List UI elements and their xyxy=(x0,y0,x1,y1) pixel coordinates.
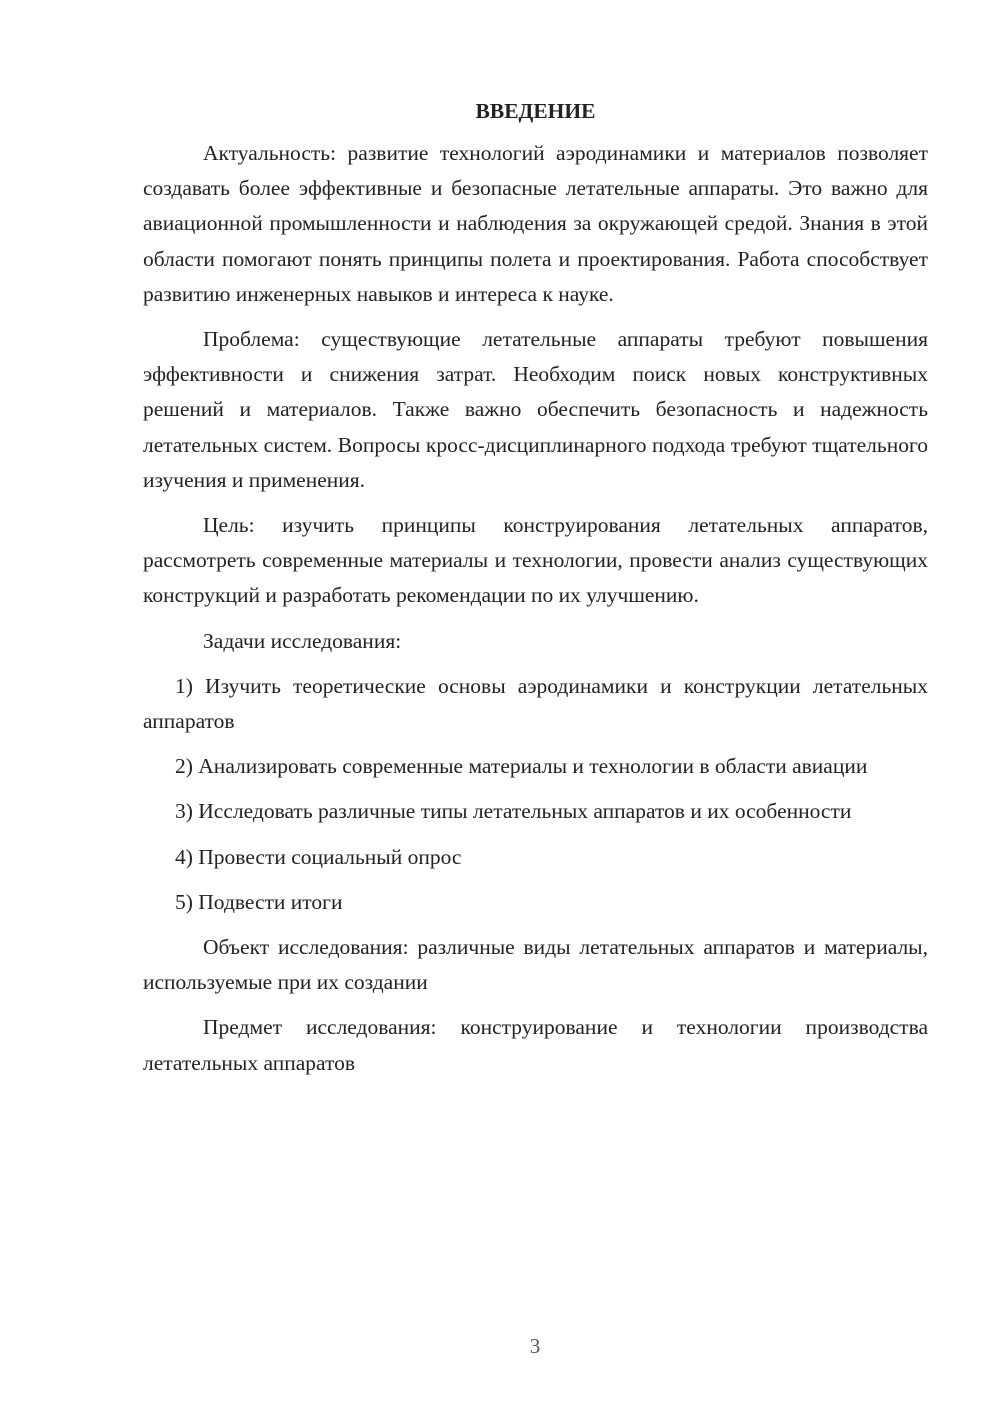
object-paragraph: Объект исследования: различные виды летательных аппаратов и материалы, используемые при их создании xyxy=(143,935,928,995)
document-page xyxy=(143,96,928,1091)
task-item-5: 5) Подвести итоги xyxy=(175,889,343,914)
relevance-paragraph: Актуальность: развитие технологий аэродинамики и материалов позволяет создавать более эффективные и безопасные летательные аппараты. Это важно для авиационной промышленности и наблюдения за окружающей средой. Знания в этой области помогают понять принципы полета и проектирования. Работа способствует развитию инженерных навыков и интереса к науке. xyxy=(143,141,928,306)
goal-paragraph: Цель: изучить принципы конструирования летательных аппаратов, рассмотреть современные материалы и технологии, провести анализ существующих конструкций и разработать рекомендации по их улучшению. xyxy=(143,513,928,608)
subject-paragraph: Предмет исследования: конструирование и технологии производства летательных аппаратов xyxy=(143,1015,928,1075)
task-item-4: 4) Провести социальный опрос xyxy=(175,844,462,869)
problem-paragraph: Проблема: существующие летательные аппараты требуют повышения эффективности и снижения затрат. Необходим поиск новых конструктивных решений и материалов. Также важно обеспечить безопасность и надежность летательных систем. Вопросы кросс-дисциплинарного подхода требуют тщательного изучения и применения. xyxy=(143,327,928,492)
task-item-1: 1) Изучить теоретические основы аэродинамики и конструкции летательных аппаратов xyxy=(143,673,928,734)
task-item-2: 2) Анализировать современные материалы и технологии в области авиации xyxy=(175,754,868,779)
task-item-3: 3) Исследовать различные типы летательных аппаратов и их особенности xyxy=(175,799,852,824)
tasks-heading: Задачи исследования: xyxy=(203,628,402,653)
page-number: 3 xyxy=(529,1334,541,1358)
section-title: ВВЕДЕНИЕ xyxy=(475,99,596,123)
